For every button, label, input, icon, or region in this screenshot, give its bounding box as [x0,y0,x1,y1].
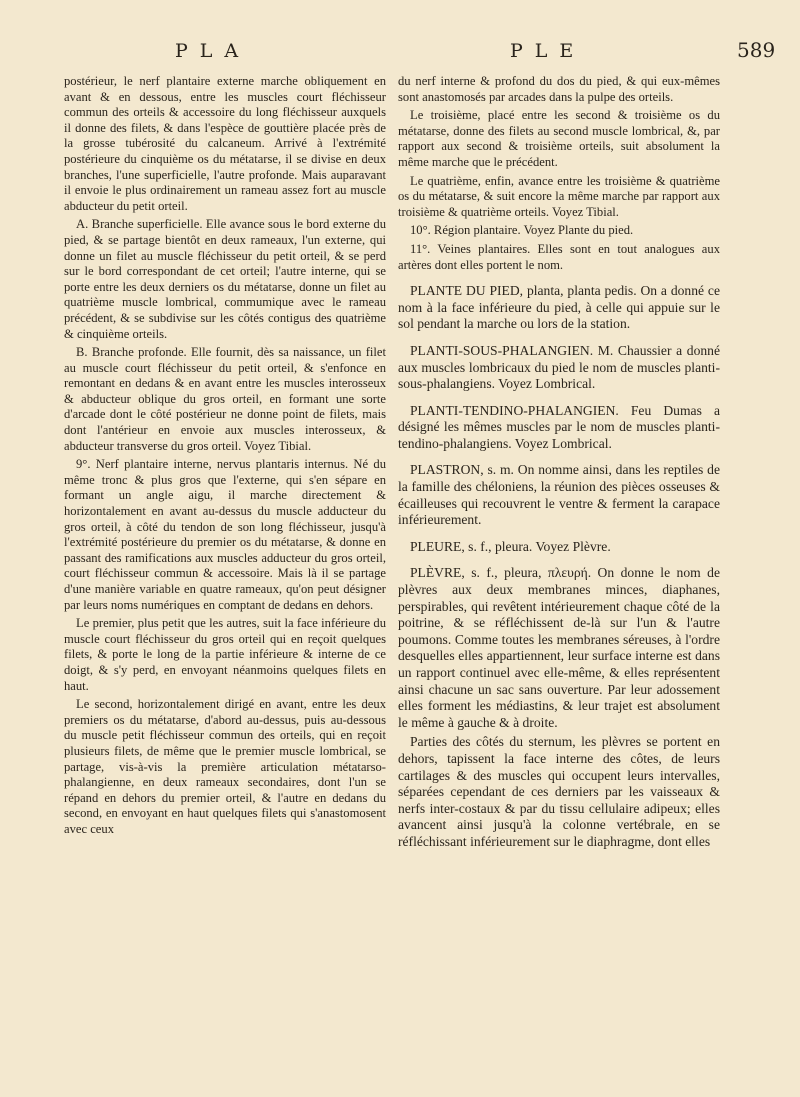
paragraph: postérieur, le nerf plantaire externe marche obliquement en avant & en dessous, entre les muscles court fléchisseur commun des orteils & accessoire du long fléchisseur auxquels il donne des filets, & dans l'espèce de gouttière placée près de la grosse tubérosité du calcaneum. Arrivé à l'extrémité postérieure du cinquième os du métatarse, il se divise en deux branches, l'une superficielle, l'autre profonde. Mais auparavant il envoie le plus ordinairement un rameau assez fort au muscle abducteur du petit orteil. [64,74,386,213]
entry-planti-tendino-phalangien: PLANTI-TENDINO-PHALANGIEN. Feu Dumas a désigné les mêmes muscles par le nom de muscles planti-tendino-phalangiens. Voyez Lombrical. [398,402,720,451]
paragraph: Le quatrième, enfin, avance entre les troisième & quatrième os du métatarse, & suit encore la même marche par rapport aux troisième & quatrième orteils. Voyez Tibial. [398,173,720,219]
entry-plante-du-pied: PLANTE DU PIED, planta, planta pedis. On a donné ce nom à la face inférieure du pied, à celle qui appuie sur le sol pendant la marche ou lors de la station. [398,283,720,332]
header-left: PLA [175,40,251,62]
paragraph: Le premier, plus petit que les autres, suit la face inférieure du muscle court fléchisseur du gros orteil qui en reçoit quelques filets, & porte le long de la partie inférieure & interne de ce doigt, & s'y perd, en envoyant néanmoins quelques filets en haut. [64,616,386,693]
running-header [0,40,800,70]
paragraph: Le troisième, placé entre les second & troisième os du métatarse, donne des filets au second muscle lombrical, &, par rapport aux second & troisième orteils, suit absolument la même marche que le précédent. [398,108,720,169]
page-number: 589 [737,38,776,62]
left-column [64,74,386,841]
paragraph: du nerf interne & profond du dos du pied, & qui eux-mêmes sont anastomosés par arcades dans la pulpe des orteils. [398,74,720,104]
paragraph: 11°. Veines plantaires. Elles sont en tout analogues aux artères dont elles portent le nom. [398,241,720,272]
paragraph: 10°. Région plantaire. Voyez Plante du pied. [410,223,634,238]
paragraph: A. Branche superficielle. Elle avance sous le bord externe du pied, & se partage bientôt en deux rameaux, l'un externe, qui donne un filet au muscle fléchisseur du petit orteil, & se perd sur le bord correspondant de cet orteil; l'autre interne, qui se porte entre les deux derniers os du métatarse, donne un filet au quatrième muscle lombrical, commumique avec le rameau précédent, & se subdivise sur les côtés contigus des quatrième & cinquième orteils. [64,217,386,341]
paragraph: Parties des côtés du sternum, les plèvres se portent en dehors, tapissent la face interne des côtes, de leurs cartilages & des muscles qui occupent leurs intervalles, séparées cependant de ces derniers par les vaisseaux & nerfs inter-costaux & par du tissu cellulaire adipeux; elles avancent ainsi jusqu'à la colonne vertébrale, en se réfléchissant inférieurement sur le diaphragme, dont elles [398,734,720,849]
paragraph: B. Branche profonde. Elle fournit, dès sa naissance, un filet au muscle court fléchisseur du petit orteil, & s'enfonce en remontant en dedans & en avant entre les muscles interosseux & abducteur oblique du gros orteil, en formant une sorte d'arcade dont le côté postérieur ne donne point de filets, mais dont l'antérieur en envoie aux muscles interosseux, & abducteur transverse du gros orteil. Voyez Tibial. [64,345,386,453]
entry-plastron: PLASTRON, s. m. On nomme ainsi, dans les reptiles de la famille des chéloniens, la réunion des pièces osseuses & écailleuses qui recouvrent le ventre & ferment la carapace inférieurement. [398,462,720,528]
paragraph: 9°. Nerf plantaire interne, nervus plantaris internus. Né du même tronc & plus gros que l'externe, qui s'en sépare en formant un angle aigu, il marche directement & horizontalement en avant au-dessus du muscle adducteur du gros orteil, à côté du tendon de son long fléchisseur, jusqu'à l'extrémité postérieure du premier os du métatarse, & donne en passant des ramifications aux muscles adducteur du gros orteil, court fléchisseur commun & accessoire. Mais là il se partage d'une manière variable en quatre rameaux, qu'on peut désigner par leurs noms numériques en comptant de dedans en dehors. [64,457,386,612]
entry-pleure: PLEURE, s. f., pleura. Voyez Plèvre. [410,538,611,554]
paragraph: Le second, horizontalement dirigé en avant, entre les deux premiers os du métatarse, d'abord au-dessus, puis au-dessous du muscle petit fléchisseur commun des orteils, qui en reçoit plusieurs filets, de même que le premier muscle lombrical, se partage, vis-à-vis la première articulation métatarso-phalangienne, en deux rameaux secondaires, dont l'un se répand en dehors du premier orteil, & l'autre en dedans du second, en envoyant en haut quelques filets qui s'anastomosent avec ceux [64,697,386,836]
right-column [398,74,720,854]
entry-plevre: PLÈVRE, s. f., pleura, πλευρή. On donne le nom de plèvres aux deux membranes minces, diaphanes, perspirables, qui revêtent intérieurement chaque côté de la poitrine, & se réfléchissent de-là sur l'un & l'autre poumons. Comme toutes les membranes séreuses, à l'ordre desquelles elles appartiennent, leur surface interne est dans un rapport continuel avec elle-même, & elles représentent ainsi chacune un sac sans ouverture. Par leur adossement elles forment les médiastins, & leur trajet est absolument le même à gauche & à droite. [398,565,720,730]
entry-planti-sous-phalangien: PLANTI-SOUS-PHALANGIEN. M. Chaussier a donné aux muscles lombricaux du pied le nom de muscles planti-sous-phalangiens. Voyez Lombrical. [398,342,720,392]
header-right: PLE [510,40,586,62]
